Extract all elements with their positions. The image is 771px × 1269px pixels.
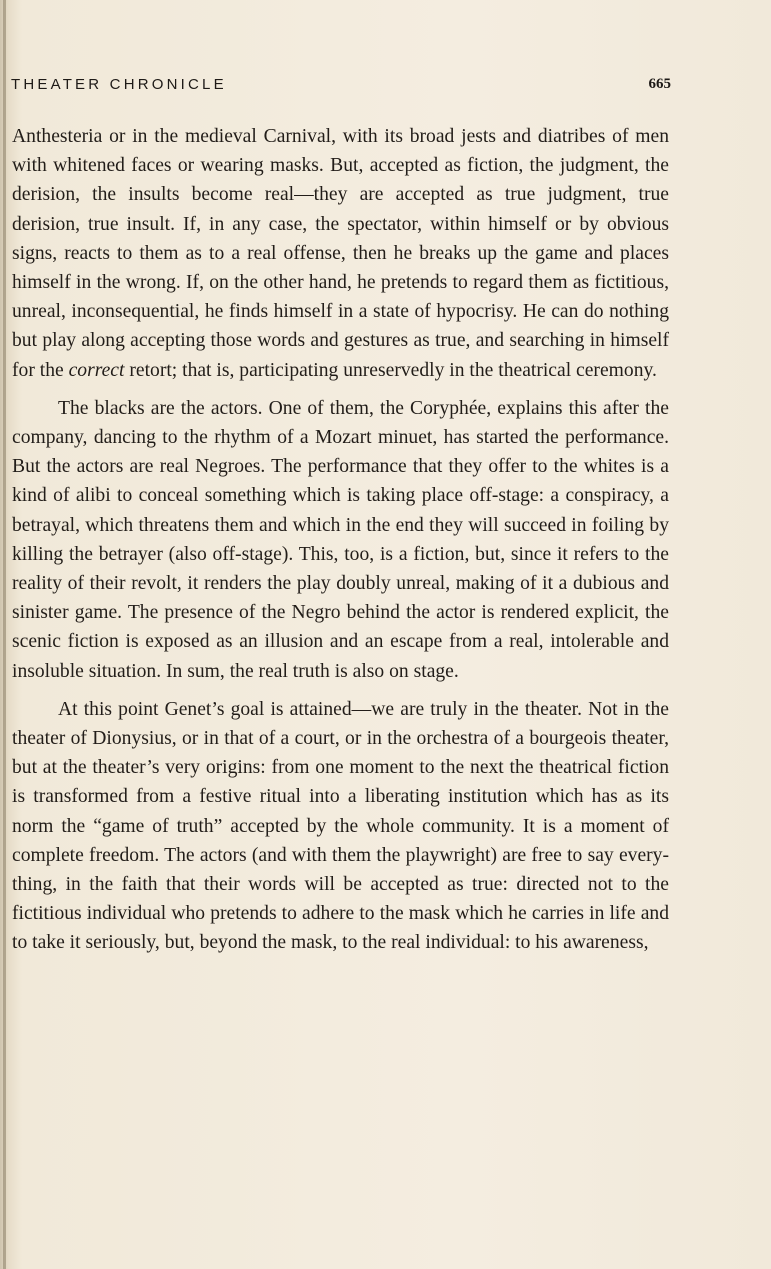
body-text	[12, 122, 669, 958]
paragraph-3: At this point Genet’s goal is attained—we are truly in the theater. Not in the theater of Dionysius, or in that of a court, or in the orchestra of a bourgeois theater, but at the theater’s very origins: from one moment to the next the theatrical fiction is transformed from a festive ritual into a liberating institution which has as its norm the “game of truth” accepted by the whole community. It is a moment of complete freedom. The actors (and with them the playwright) are free to say every-thing, in the faith that their words will be accepted as true: directed not to the fictitious individual who pretends to adhere to the mask which he carries in life and to take it seriously, but, beyond the mask, to the real individual: to his awareness,	[12, 698, 669, 954]
running-head: THEATER CHRONICLE	[11, 76, 227, 93]
paragraph-2: The blacks are the actors. One of them, the Coryphée, explains this after the company, dancing to the rhythm of a Mozart minuet, has started the performance. But the actors are real Negroes. The performance that they offer to the whites is a kind of alibi to conceal something which is taking place off-stage: a conspiracy, a betrayal, which threatens them and which in the end they will succeed in foiling by killing the betrayer (also off-stage). This, too, is a fiction, but, since it refers to the reality of their revolt, it renders the play doubly unreal, making of it a dubious and sinister game. The presence of the Negro behind the actor is rendered explicit, the scenic fiction is exposed as an illusion and an escape from a real, intolerable and insoluble situation. In sum, the real truth is also on stage.	[12, 397, 669, 682]
page-header	[11, 76, 671, 100]
paragraph-1-text-a: Anthesteria or in the medieval Carnival, with its broad jests and diatribes of men with whitened faces or wearing masks. But, accepted as fiction, the judgment, the derision, the insults become real—they are accepted as true judgment, true derision, true insult. If, in any case, the spectator, within himself or by obvious signs, reacts to them as to a real offense, then he breaks up the game and places himself in the wrong. If, on the other hand, he pretends to regard them as fictitious, unreal, inconsequential, he finds himself in a state of hypocrisy. He can do nothing but play along accepting those words and gestures as true, and searching in himself for the	[12, 126, 669, 381]
binding-gutter	[3, 0, 6, 1269]
paragraph-1-emphasis: correct	[68, 359, 125, 381]
paragraph-1	[12, 122, 669, 385]
page-number: 665	[648, 76, 671, 92]
paragraph-1-text-b: retort; that is, participating unreservedly in the theatrical ceremony.	[124, 359, 657, 381]
